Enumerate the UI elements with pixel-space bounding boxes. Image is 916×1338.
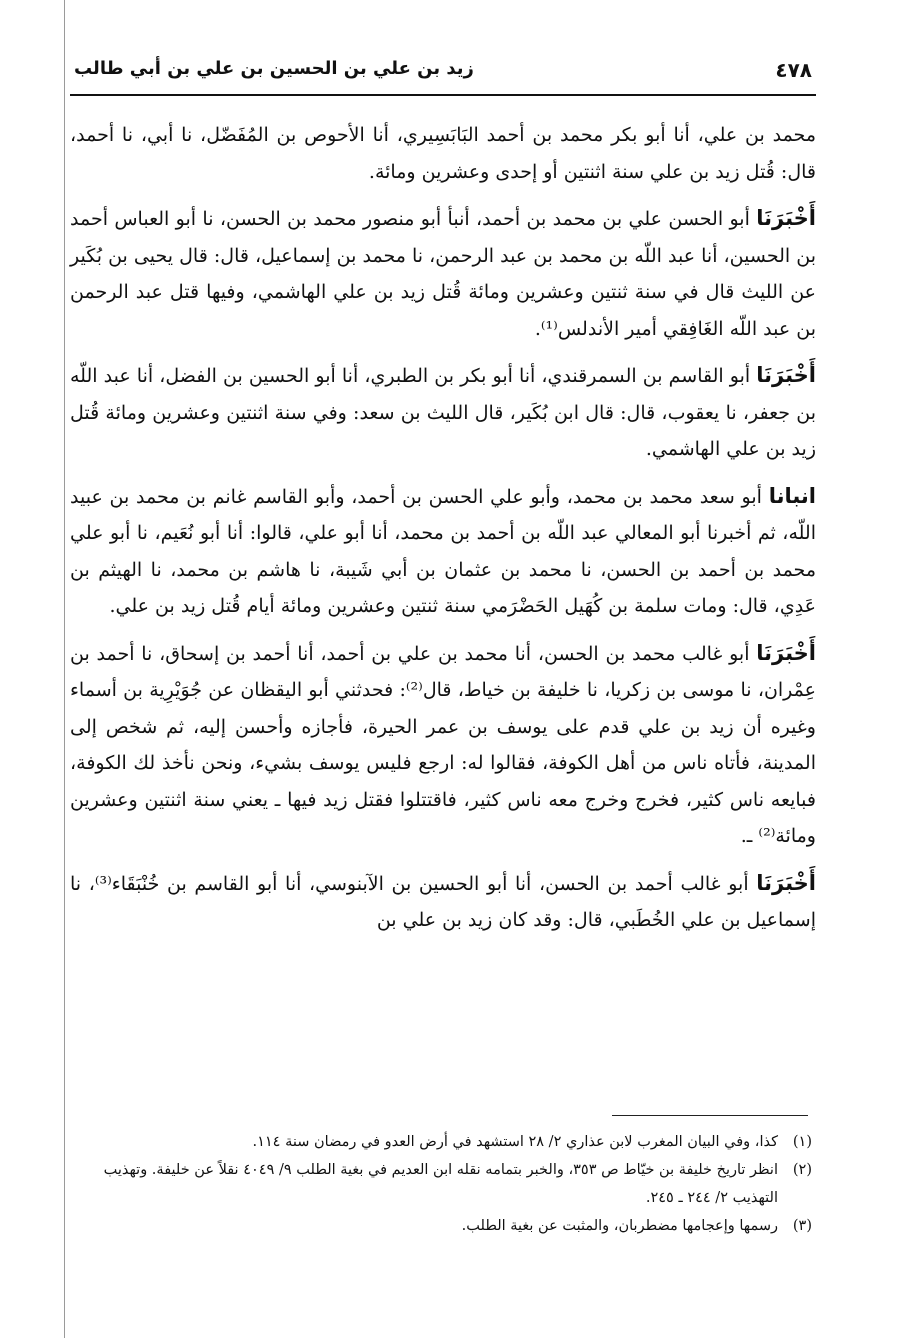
footnote [70, 1156, 816, 1212]
footnote-text: كذا، وفي البيان المغرب لابن عذاري ٢/ ٢٨ استشهد في أرض العدو في رمضان سنة ١١٤. [252, 1134, 778, 1150]
paragraph-text: أبو القاسم بن السمرقندي، أنا أبو بكر بن الطبري، أنا أبو الحسين بن الفضل، أنا عبد اللّه بن جعفر، نا يعقوب، قال: قال ابن بُكَير، قال الليث بن سعد: وفي سنة اثنتين وعشرين ومائة قُتل زيد بن علي الهاشمي. [70, 365, 816, 460]
footnote-number: (٢) [792, 1162, 812, 1178]
paragraph-text: محمد بن علي، أنا أبو بكر محمد بن أحمد البَابَسِيري، أنا الأحوص بن المُفَضّل، نا أبي، نا أحمد، قال: قُتل زيد بن علي سنة اثنتين أو إحدى وعشرين ومائة. [70, 124, 816, 183]
paragraph-text: أبو غالب أحمد بن الحسن، أنا أبو الحسين بن الآبنوسي، أنا أبو القاسم بن خُنْبَقَاء⁽³⁾، نا إسماعيل بن علي الخُطَبي، قال: وقد كان زيد بن علي بن [70, 872, 816, 931]
footnote [70, 1128, 816, 1156]
footnotes [70, 1128, 816, 1240]
paragraph-lead-word: أَخْبَرَنَا [756, 640, 816, 665]
paragraph [70, 865, 816, 939]
footnote-separator [612, 1115, 808, 1116]
paragraph-lead-word: انبانا [768, 483, 816, 508]
page-number: ٤٧٨ [775, 58, 812, 82]
footnote-text: انظر تاريخ خليفة بن خيّاط ص ٣٥٣، والخبر بتمامه نقله ابن العديم في بغية الطلب ٩/ ٤٠٤٩ نقلاً عن خليفة. وتهذيب التهذيب ٢/ ٢٤٤ ـ ٢٤٥. [103, 1162, 778, 1206]
main-text [70, 116, 816, 949]
paragraph [70, 635, 816, 855]
paragraph [70, 357, 816, 468]
paragraph [70, 200, 816, 347]
footnote-text: رسمها وإعجامها مضطربان، والمثبت عن بغية الطلب. [461, 1218, 778, 1234]
running-title: زيد بن علي بن الحسين بن علي بن أبي طالب [74, 58, 474, 79]
paragraph-lead-word: أَخْبَرَنَا [756, 870, 816, 895]
page-header [70, 56, 816, 92]
paragraph-text: أبو غالب محمد بن الحسن، أنا محمد بن علي بن أحمد، أنا أحمد بن إسحاق، نا أحمد بن عِمْران، نا موسى بن زكريا، نا خليفة بن خياط، قال⁽²⁾: فحدثني أبو اليقظان عن جُوَيْرِية بن أسماء وغيره أن زيد بن علي قدم على يوسف بن عمر الحيرة، فأجازه وأحسن إليه، ثم شخص إلى المدينة، فأتاه ناس من أهل الكوفة، فقالوا له: ارجع فليس يوسف بشيء، ونحن نأخذ لك الكوفة، فبايعه ناس كثير، فخرج وخرج معه ناس كثير، فاقتتلوا فقتل زيد فيها ـ يعني سنة اثنتين وعشرين ومائة⁽²⁾ ـ. [70, 642, 816, 847]
paragraph-text: أبو سعد محمد بن محمد، وأبو علي الحسن بن أحمد، وأبو القاسم غانم بن محمد بن عبيد اللّه، ثم أخبرنا أبو المعالي عبد اللّه بن أحمد بن محمد، أنا أبو علي، قالوا: أنا أبو نُعَيم، نا أبو علي محمد بن أحمد بن الحسن، نا محمد بن عثمان بن أبي شَيبة، نا هاشم بن محمد، نا الهيثم بن عَدِي، قال: ومات سلمة بن كُهَيل الحَضْرَمي سنة ثنتين وعشرين ومائة أيام قُتل زيد بن علي. [70, 485, 816, 617]
paragraph-text: أبو الحسن علي بن محمد بن أحمد، أنبأ أبو منصور محمد بن الحسن، نا أبو العباس أحمد بن الحسين، أنا عبد اللّه بن محمد بن عبد الرحمن، نا محمد بن إسماعيل، قال: قال يحيى بن بُكَير عن الليث قال في سنة ثنتين وعشرين ومائة قُتل زيد بن علي الهاشمي، وفيها قتل عبد الرحمن بن عبد اللّه الغَافِقي أمير الأندلس⁽¹⁾. [70, 208, 816, 340]
header-rule [70, 94, 816, 96]
paragraph [70, 116, 816, 190]
paragraph-lead-word: أَخْبَرَنَا [756, 363, 816, 387]
footnote-number: (٣) [792, 1218, 812, 1234]
paragraph-lead-word: أَخْبَرَنَا [756, 206, 816, 230]
paragraph [70, 478, 816, 625]
footnote [70, 1212, 816, 1240]
footnote-number: (١) [792, 1134, 812, 1150]
binding-edge-line [64, 0, 65, 1338]
